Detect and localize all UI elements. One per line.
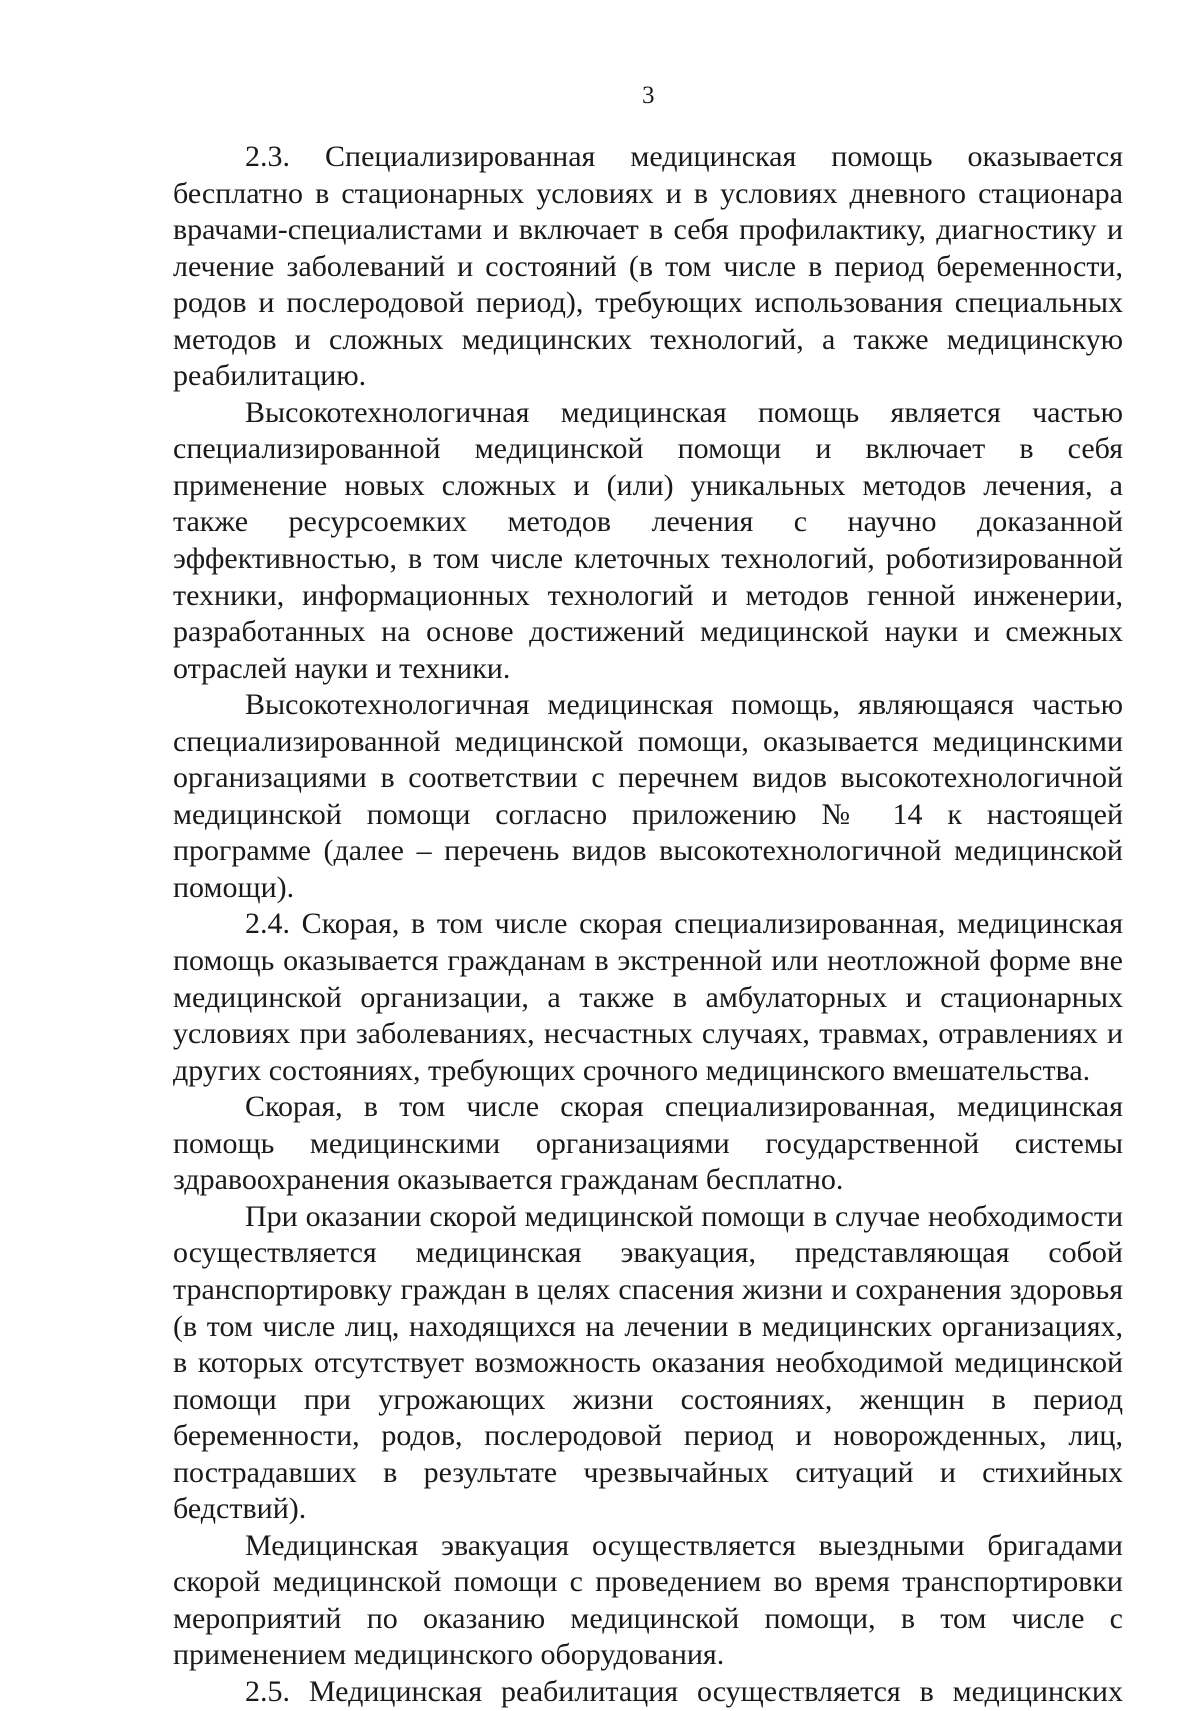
paragraph-emergency-free: Скорая, в том числе скорая специализированная, медицинская помощь медицинскими организациями государственной системы здравоохранения оказывается гражданам бесплатно.	[173, 1090, 1123, 1197]
paragraph-medical-evacuation: При оказании скорой медицинской помощи в случае необходимости осуществляется медицинская эвакуация, представляющая собой транспортировку граждан в целях спасения жизни и сохранения здоровья (в том числе лиц, находящихся на лечении в медицинских организациях, в которых отсутствует возможность оказания необходимой медицинской помощи при угрожающих жизни состояниях, женщин в период беременности, родов, послеродовой период и новорожденных, лиц, пострадавших в результате чрезвычайных ситуаций и стихийных бедствий).	[173, 1199, 1123, 1526]
paragraph-2-3: 2.3. Специализированная медицинская помощь оказывается бесплатно в стационарных условиях и в условиях дневного стационара врачами-специалистами и включает в себя профилактику, диагностику и лечение заболеваний и состояний (в том числе в период беременности, родов и послеродовой период), требующих использования специальных методов и сложных медицинских технологий, а также медицинскую реабилитацию.	[173, 140, 1123, 393]
document-body	[173, 139, 1123, 1711]
paragraph-2-4: 2.4. Скорая, в том числе скорая специализированная, медицинская помощь оказывается гражданам в экстренной или неотложной форме вне медицинской организации, а также в амбулаторных и стационарных условиях при заболеваниях, несчастных случаях, травмах, отравлениях и других состояниях, требующих срочного медицинского вмешательства.	[173, 907, 1123, 1087]
paragraph-high-tech-definition: Высокотехнологичная медицинская помощь является частью специализированной медицинской помощи и включает в себя применение новых сложных и (или) уникальных методов лечения, а также ресурсоемких методов лечения с научно доказанной эффективностью, в том числе клеточных технологий, роботизированной техники, информационных технологий и методов генной инженерии, разработанных на основе достижений медицинской науки и смежных отраслей науки и техники.	[173, 395, 1123, 685]
paragraph-2-5: 2.5. Медицинская реабилитация осуществляется в медицинских	[245, 1674, 1123, 1708]
page-number: 3	[642, 82, 655, 109]
paragraph-evacuation-teams: Медицинская эвакуация осуществляется выездными бригадами скорой медицинской помощи с проведением во время транспортировки мероприятий по оказанию медицинской помощи, в том числе с применением медицинского оборудования.	[173, 1528, 1123, 1672]
paragraph-high-tech-provision: Высокотехнологичная медицинская помощь, являющаяся частью специализированной медицинской помощи, оказывается медицинскими организациями в соответствии с перечнем видов высокотехнологичной медицинской помощи согласно приложению № 14 к настоящей программе (далее – перечень видов высокотехнологичной медицинской помощи).	[173, 688, 1123, 904]
